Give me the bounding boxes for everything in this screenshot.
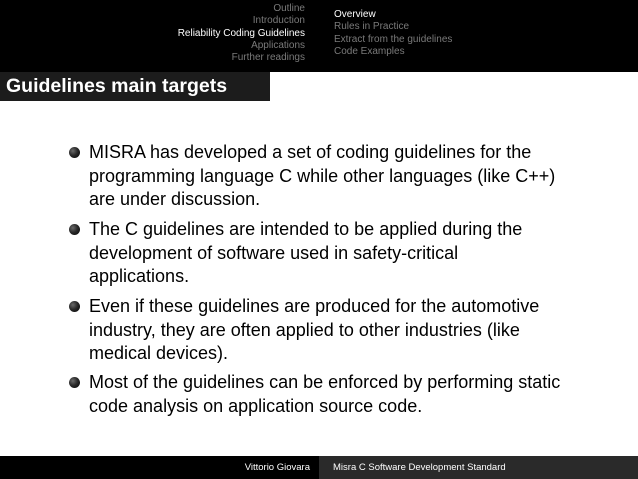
footer — [0, 456, 638, 479]
frame-title-bar — [0, 72, 270, 101]
nav-section-introduction[interactable]: Introduction — [252, 15, 305, 27]
bullet-line: medical devices). — [89, 343, 229, 363]
subsection-navigation — [319, 0, 638, 72]
bullet-line: development of software used in safety-critical — [89, 242, 459, 263]
slide-content — [0, 101, 638, 456]
nav-section-reliability-coding-guidelines[interactable]: Reliability Coding Guidelines — [177, 27, 305, 39]
bullet-item — [89, 218, 604, 289]
frame-title: Guidelines main targets — [6, 75, 228, 97]
nav-section-outline[interactable]: Outline — [273, 3, 305, 14]
bullet-ball-icon — [69, 147, 80, 158]
nav-subsection-code-examples[interactable]: Code Examples — [334, 45, 405, 57]
nav-subsection-overview[interactable]: Overview — [334, 9, 376, 20]
bullet-ball-icon — [69, 377, 80, 388]
bullet-ball-icon — [69, 224, 80, 235]
nav-section-applications[interactable]: Applications — [251, 39, 305, 51]
bullet-line: programming language C while other languages (like C++) — [89, 165, 556, 186]
bullet-line: applications. — [89, 266, 190, 286]
bullet-line: The C guidelines are intended to be applied during the — [89, 219, 523, 239]
nav-subsection-rules-in-practice[interactable]: Rules in Practice — [334, 21, 410, 33]
bullet-ball-icon — [69, 301, 80, 312]
bullet-line: code analysis on application source code. — [89, 395, 423, 416]
bullet-line: Even if these guidelines are produced for the automotive — [89, 296, 540, 316]
header-navigation — [0, 0, 638, 72]
footer-author: Vittorio Giovara — [0, 456, 319, 479]
nav-subsection-extract-from-guidelines[interactable]: Extract from the guidelines — [334, 33, 453, 45]
bullet-item — [89, 141, 604, 212]
bullet-item — [89, 371, 604, 418]
bullet-line: Most of the guidelines can be enforced by performing static — [89, 372, 561, 392]
footer-talk-title: Misra C Software Development Standard — [319, 456, 638, 479]
bullet-line: MISRA has developed a set of coding guidelines for the — [89, 142, 532, 162]
bullet-item — [89, 295, 604, 366]
nav-section-further-readings[interactable]: Further readings — [231, 52, 305, 64]
section-navigation — [0, 0, 319, 72]
bullet-line: are under discussion. — [89, 189, 261, 209]
bullet-line: industry, they are often applied to other industries (like — [89, 319, 520, 340]
